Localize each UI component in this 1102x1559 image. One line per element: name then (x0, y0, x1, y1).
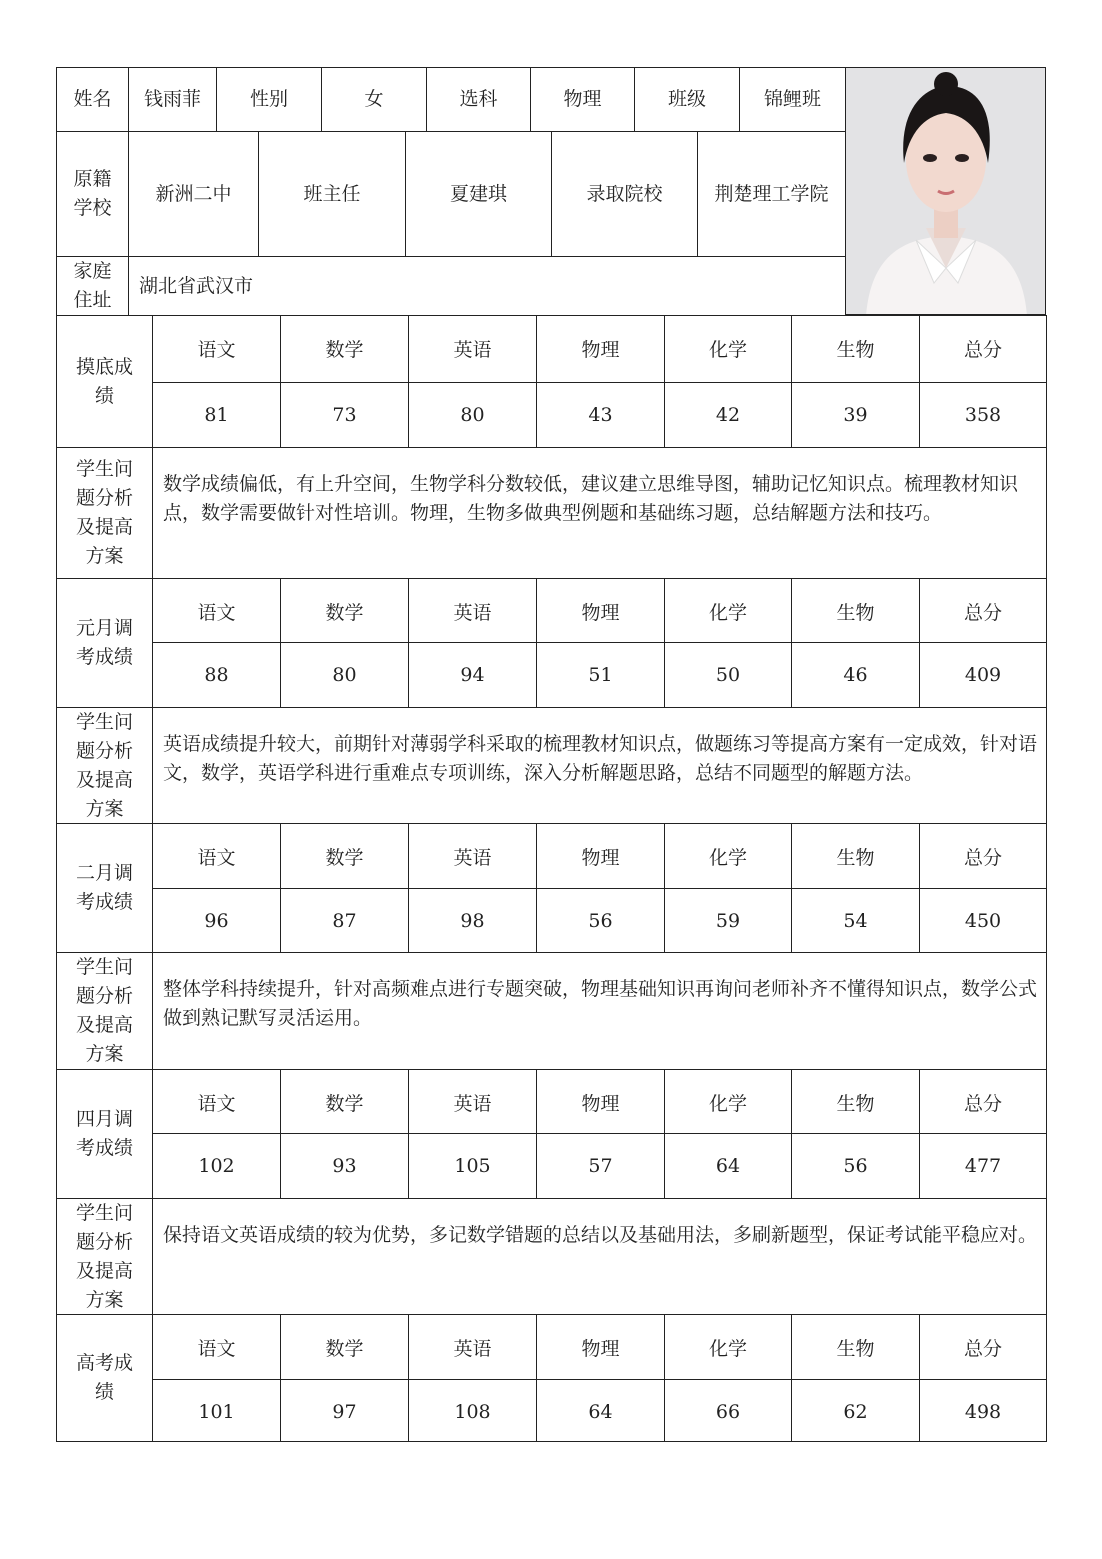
score-cell: 93 (280, 1133, 409, 1199)
score-cell: 62 (791, 1379, 920, 1442)
subject-header: 数学 (280, 823, 409, 889)
admit-value: 荆楚理工学院 (697, 131, 846, 257)
analysis-text: 整体学科持续提升，针对高频难点进行专题突破，物理基础知识再询问老师补齐不懂得知识点，数学公式做到熟记默写灵活运用。 (152, 952, 1047, 1070)
subject-header: 物理 (536, 1314, 665, 1380)
score-cell: 54 (791, 888, 920, 953)
score-cell: 59 (664, 888, 792, 953)
portrait-image (846, 68, 1046, 315)
subject-header: 数学 (280, 578, 409, 643)
student-photo (845, 67, 1046, 315)
address-label: 家庭住址 (56, 256, 129, 316)
subject-header: 物理 (536, 823, 665, 889)
score-cell: 498 (919, 1379, 1047, 1442)
exam-label: 元月调考成绩 (56, 578, 153, 708)
subject-header: 生物 (791, 578, 920, 643)
subject-header: 化学 (664, 823, 792, 889)
admit-label: 录取院校 (551, 131, 698, 257)
elective-label: 选科 (426, 67, 531, 132)
subject-header: 英语 (408, 1069, 537, 1134)
elective-value: 物理 (530, 67, 635, 132)
score-cell: 66 (664, 1379, 792, 1442)
subject-header: 化学 (664, 315, 792, 383)
subject-header: 语文 (152, 315, 281, 383)
subject-header: 物理 (536, 1069, 665, 1134)
school-label: 原籍学校 (56, 131, 129, 257)
subject-header: 英语 (408, 823, 537, 889)
score-cell: 43 (536, 382, 665, 448)
score-cell: 56 (791, 1133, 920, 1199)
score-cell: 88 (152, 642, 281, 708)
score-cell: 42 (664, 382, 792, 448)
subject-header: 数学 (280, 1069, 409, 1134)
subject-header: 生物 (791, 1069, 920, 1134)
subject-header: 化学 (664, 1069, 792, 1134)
exam-label: 二月调考成绩 (56, 823, 153, 953)
score-cell: 108 (408, 1379, 537, 1442)
analysis-label: 学生问题分析及提高方案 (56, 447, 153, 579)
subject-header: 语文 (152, 823, 281, 889)
address-value: 湖北省武汉市 (128, 256, 846, 316)
subject-header: 生物 (791, 315, 920, 383)
analysis-label: 学生问题分析及提高方案 (56, 707, 153, 824)
subject-header: 总分 (919, 578, 1047, 643)
score-cell: 51 (536, 642, 665, 708)
analysis-label: 学生问题分析及提高方案 (56, 952, 153, 1070)
subject-header: 数学 (280, 315, 409, 383)
score-cell: 64 (536, 1379, 665, 1442)
score-cell: 80 (408, 382, 537, 448)
score-cell: 87 (280, 888, 409, 953)
analysis-label: 学生问题分析及提高方案 (56, 1198, 153, 1315)
score-cell: 477 (919, 1133, 1047, 1199)
score-cell: 94 (408, 642, 537, 708)
gender-label: 性别 (216, 67, 322, 132)
subject-header: 化学 (664, 1314, 792, 1380)
subject-header: 语文 (152, 1069, 281, 1134)
subject-header: 英语 (408, 315, 537, 383)
subject-header: 语文 (152, 1314, 281, 1380)
class-label: 班级 (634, 67, 740, 132)
exam-label: 高考成绩 (56, 1314, 153, 1442)
score-cell: 39 (791, 382, 920, 448)
score-cell: 57 (536, 1133, 665, 1199)
subject-header: 总分 (919, 823, 1047, 889)
score-cell: 96 (152, 888, 281, 953)
subject-header: 英语 (408, 1314, 537, 1380)
score-cell: 56 (536, 888, 665, 953)
score-cell: 73 (280, 382, 409, 448)
score-cell: 450 (919, 888, 1047, 953)
school-value: 新洲二中 (128, 131, 259, 257)
subject-header: 物理 (536, 315, 665, 383)
exam-label: 摸底成绩 (56, 315, 153, 448)
subject-header: 英语 (408, 578, 537, 643)
score-cell: 64 (664, 1133, 792, 1199)
analysis-text: 数学成绩偏低，有上升空间，生物学科分数较低，建议建立思维导图，辅助记忆知识点。梳理教材知识点，数学需要做针对性培训。物理，生物多做典型例题和基础练习题，总结解题方法和技巧。 (152, 447, 1047, 579)
subject-header: 数学 (280, 1314, 409, 1380)
score-cell: 105 (408, 1133, 537, 1199)
score-cell: 101 (152, 1379, 281, 1442)
score-cell: 102 (152, 1133, 281, 1199)
score-cell: 409 (919, 642, 1047, 708)
subject-header: 语文 (152, 578, 281, 643)
score-cell: 50 (664, 642, 792, 708)
exam-label: 四月调考成绩 (56, 1069, 153, 1199)
score-cell: 81 (152, 382, 281, 448)
subject-header: 总分 (919, 315, 1047, 383)
score-cell: 98 (408, 888, 537, 953)
teacher-value: 夏建琪 (405, 131, 552, 257)
subject-header: 化学 (664, 578, 792, 643)
score-cell: 97 (280, 1379, 409, 1442)
subject-header: 物理 (536, 578, 665, 643)
subject-header: 总分 (919, 1069, 1047, 1134)
score-cell: 358 (919, 382, 1047, 448)
analysis-text: 英语成绩提升较大，前期针对薄弱学科采取的梳理教材知识点，做题练习等提高方案有一定成效，针对语文，数学，英语学科进行重难点专项训练，深入分析解题思路，总结不同题型的解题方法。 (152, 707, 1047, 824)
subject-header: 生物 (791, 1314, 920, 1380)
class-value: 锦鲤班 (739, 67, 846, 132)
score-cell: 80 (280, 642, 409, 708)
score-cell: 46 (791, 642, 920, 708)
gender-value: 女 (321, 67, 427, 132)
name-label: 姓名 (56, 67, 129, 132)
name-value: 钱雨菲 (128, 67, 217, 132)
teacher-label: 班主任 (258, 131, 406, 257)
subject-header: 生物 (791, 823, 920, 889)
analysis-text: 保持语文英语成绩的较为优势，多记数学错题的总结以及基础用法，多刷新题型，保证考试能平稳应对。 (152, 1198, 1047, 1315)
subject-header: 总分 (919, 1314, 1047, 1380)
